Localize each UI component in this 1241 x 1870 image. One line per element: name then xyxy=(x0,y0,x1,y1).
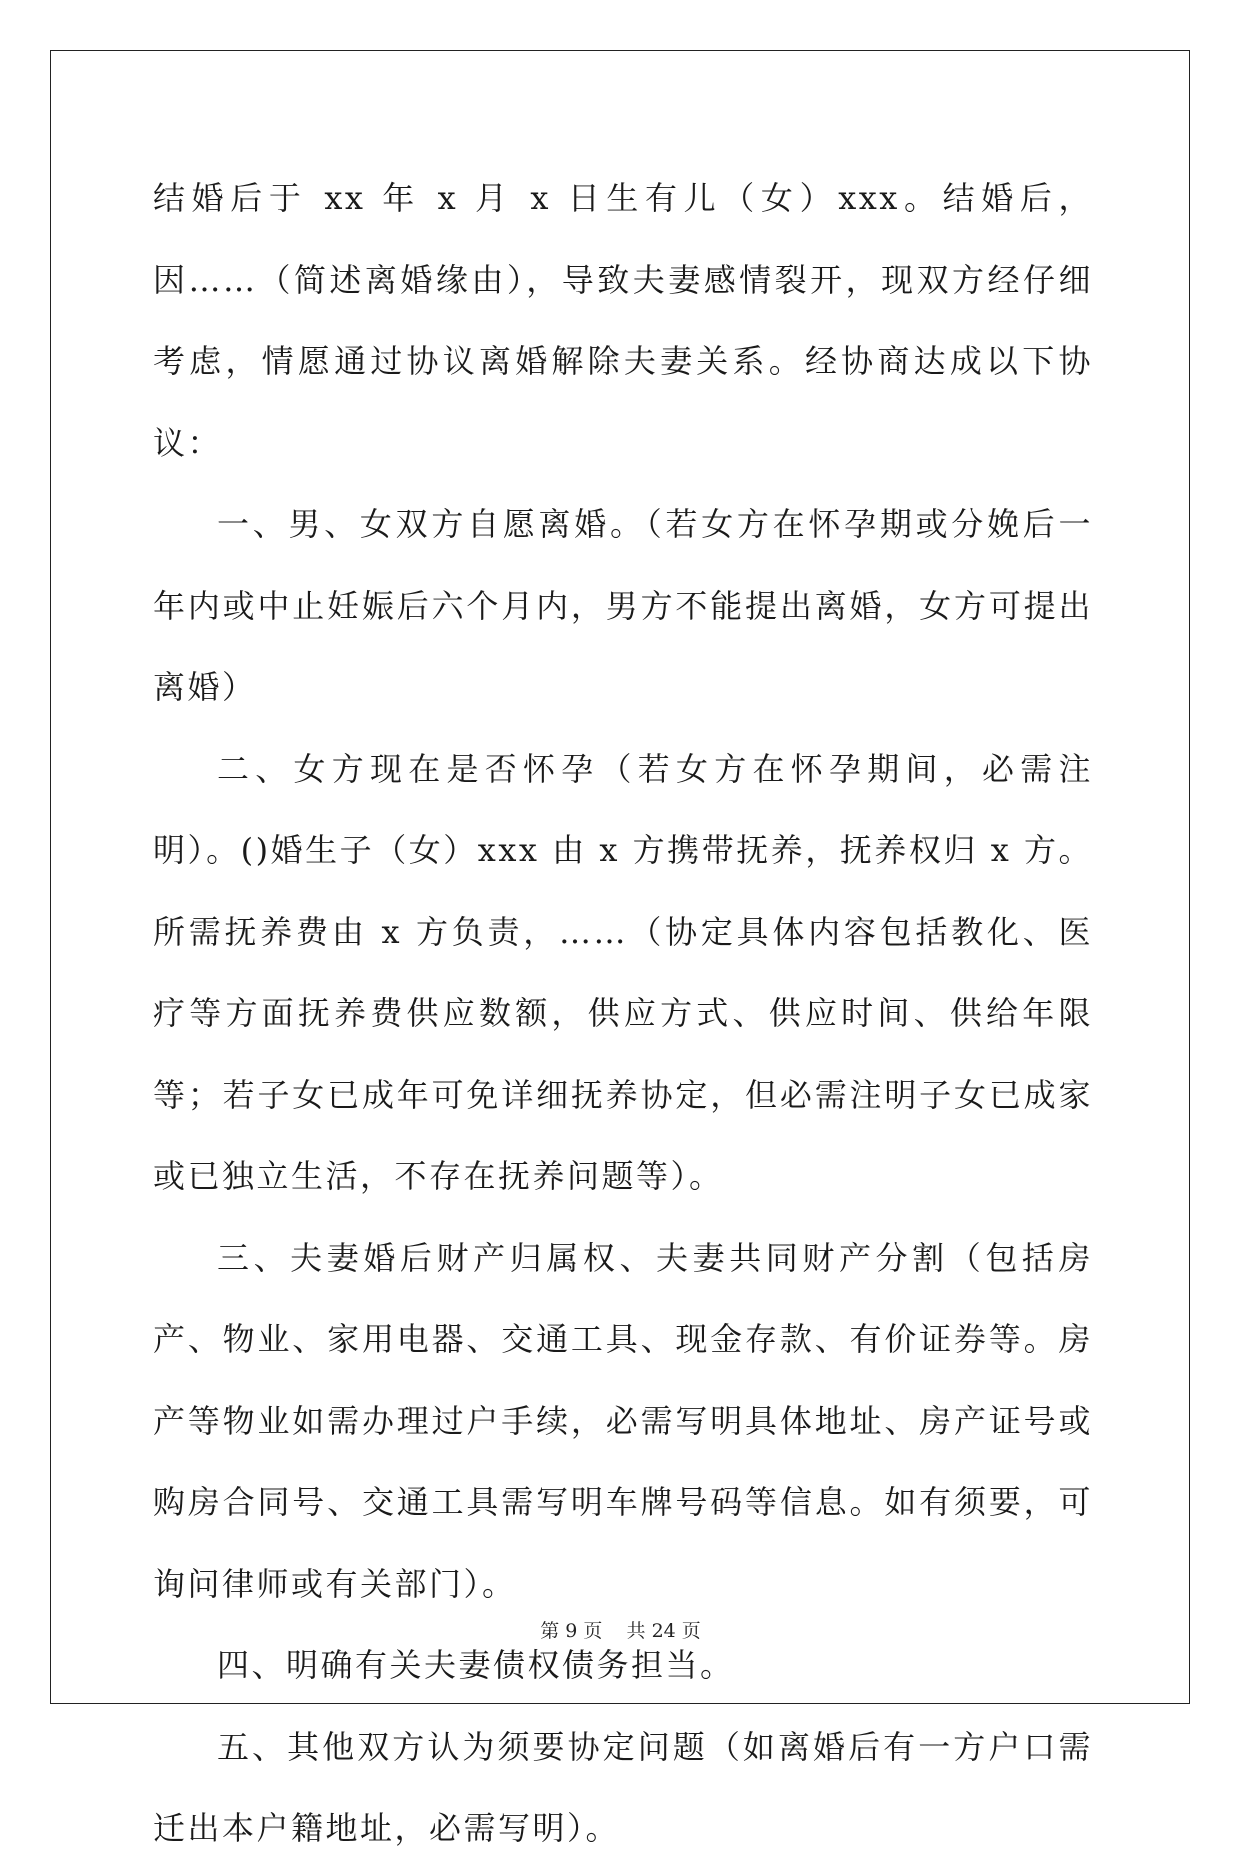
paragraph-clause-5: 五、其他双方认为须要协定问题（如离婚后有一方户口需迁出本户籍地址，必需写明）。 xyxy=(153,1727,1093,1847)
paragraph-intro: 结婚后于 xx 年 x 月 x 日生有儿（女）xxx。结婚后，因……（简述离婚缘由），导致夫妻感情裂开，现双方经仔细考虑，情愿通过协议离婚解除夫妻关系。经协商达成以下协议： xyxy=(153,179,1093,462)
page-footer xyxy=(0,1616,1241,1643)
page-number: 第 9 页 共 24 页 xyxy=(540,1620,701,1642)
document-body xyxy=(153,158,1093,1870)
paragraph-clause-2: 二、女方现在是否怀孕（若女方在怀孕期间，必需注明）。()婚生子（女）xxx 由 x 方携带抚养，抚养权归 x 方。所需抚养费由 x 方负责，……（协定具体内容包括教化、医疗等方面抚养费供应数额，供应方式、供应时间、供给年限等；若子女已成年可免详细抚养协定，但必需注明子女已成家或已独立生活，不存在抚养问题等）。 xyxy=(153,749,1093,1195)
paragraph-clause-4: 四、明确有关夫妻债权债务担当。 xyxy=(217,1646,735,1684)
paragraph-clause-1: 一、男、女双方自愿离婚。（若女方在怀孕期或分娩后一年内或中止妊娠后六个月内，男方不能提出离婚，女方可提出离婚） xyxy=(153,505,1093,706)
paragraph-clause-3: 三、夫妻婚后财产归属权、夫妻共同财产分割（包括房产、物业、家用电器、交通工具、现金存款、有价证券等。房产等物业如需办理过户手续，必需写明具体地址、房产证号或购房合同号、交通工具需写明车牌号码等信息。如有须要，可询问律师或有关部门）。 xyxy=(153,1238,1093,1603)
